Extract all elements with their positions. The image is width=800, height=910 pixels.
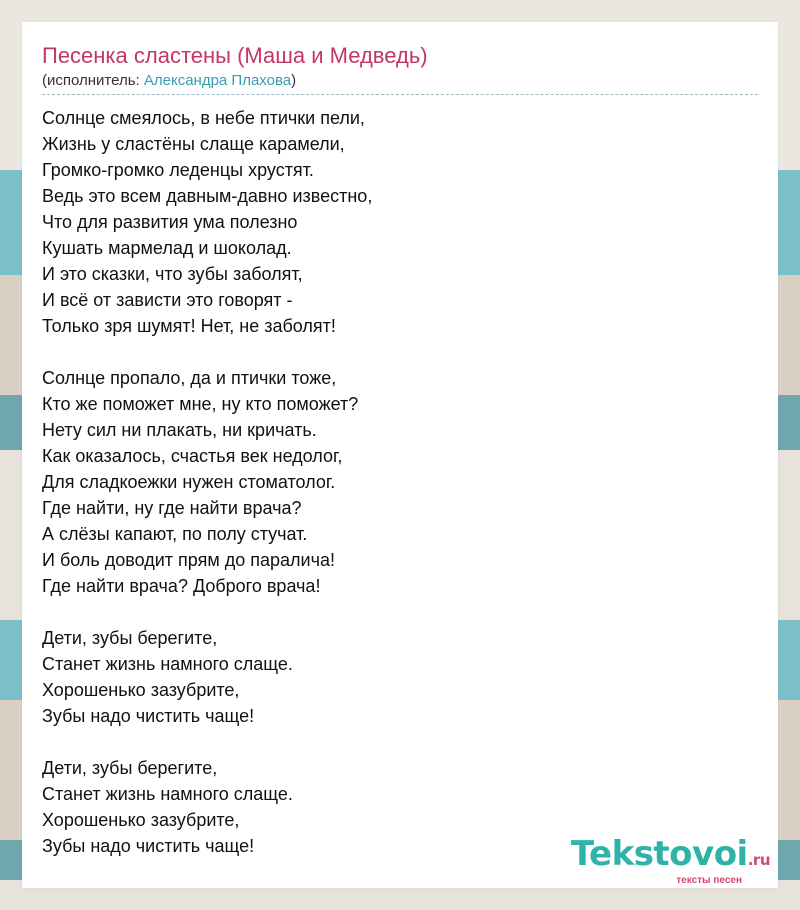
lyric-line: Только зря шумят! Нет, не заболят!	[42, 316, 336, 336]
lyric-line: Жизнь у сластёны слаще карамели,	[42, 134, 345, 154]
lyric-line: Кушать мармелад и шоколад.	[42, 238, 292, 258]
site-logo[interactable]	[571, 835, 770, 886]
lyric-line: И всё от зависти это говорят -	[42, 290, 293, 310]
lyric-line: Как оказалось, счастья век недолог,	[42, 446, 343, 466]
logo-tld: .ru	[747, 851, 770, 869]
stanza-gap	[42, 599, 758, 625]
logo-tagline: тексты песен	[676, 875, 742, 886]
lyric-line: Громко-громко леденцы хрустят.	[42, 160, 314, 180]
lyrics-card	[22, 22, 778, 888]
performer-line	[42, 72, 758, 95]
lyric-line: Хорошенько зазубрите,	[42, 810, 240, 830]
lyric-line: Для сладкоежки нужен стоматолог.	[42, 472, 336, 492]
lyric-line: Станет жизнь намного слаще.	[42, 784, 293, 804]
lyric-line: Зубы надо чистить чаще!	[42, 836, 255, 856]
lyric-line: Дети, зубы берегите,	[42, 628, 218, 648]
lyrics-body	[42, 105, 758, 859]
lyric-line: И это сказки, что зубы заболят,	[42, 264, 303, 284]
stanza-gap	[42, 729, 758, 755]
lyric-line: А слёзы капают, по полу стучат.	[42, 524, 308, 544]
performer-suffix: )	[291, 72, 297, 89]
performer-link[interactable]: Александра Плахова	[143, 72, 292, 89]
lyric-line: Зубы надо чистить чаще!	[42, 706, 255, 726]
lyric-line: Где найти, ну где найти врача?	[42, 498, 302, 518]
performer-prefix: (исполнитель:	[42, 72, 144, 89]
lyric-line: Дети, зубы берегите,	[42, 758, 218, 778]
lyric-line: Кто же поможет мне, ну кто поможет?	[42, 394, 359, 414]
song-title: Песенка сластены (Маша и Медведь)	[42, 43, 428, 68]
lyric-line: Солнце пропало, да и птички тоже,	[42, 368, 337, 388]
logo-wordmark	[571, 835, 770, 879]
lyric-line: Где найти врача? Доброго врача!	[42, 576, 321, 596]
lyric-line: Станет жизнь намного слаще.	[42, 654, 293, 674]
lyric-line: Нету сил ни плакать, ни кричать.	[42, 420, 317, 440]
lyric-line: Ведь это всем давным-давно известно,	[42, 186, 373, 206]
lyric-line: Что для развития ума полезно	[42, 212, 298, 232]
lyric-line: Солнце смеялось, в небе птички пели,	[42, 108, 365, 128]
stanza-gap	[42, 339, 758, 365]
lyric-line: Хорошенько зазубрите,	[42, 680, 240, 700]
lyric-line: И боль доводит прям до паралича!	[42, 550, 335, 570]
logo-name: Tekstovoi	[570, 834, 748, 874]
